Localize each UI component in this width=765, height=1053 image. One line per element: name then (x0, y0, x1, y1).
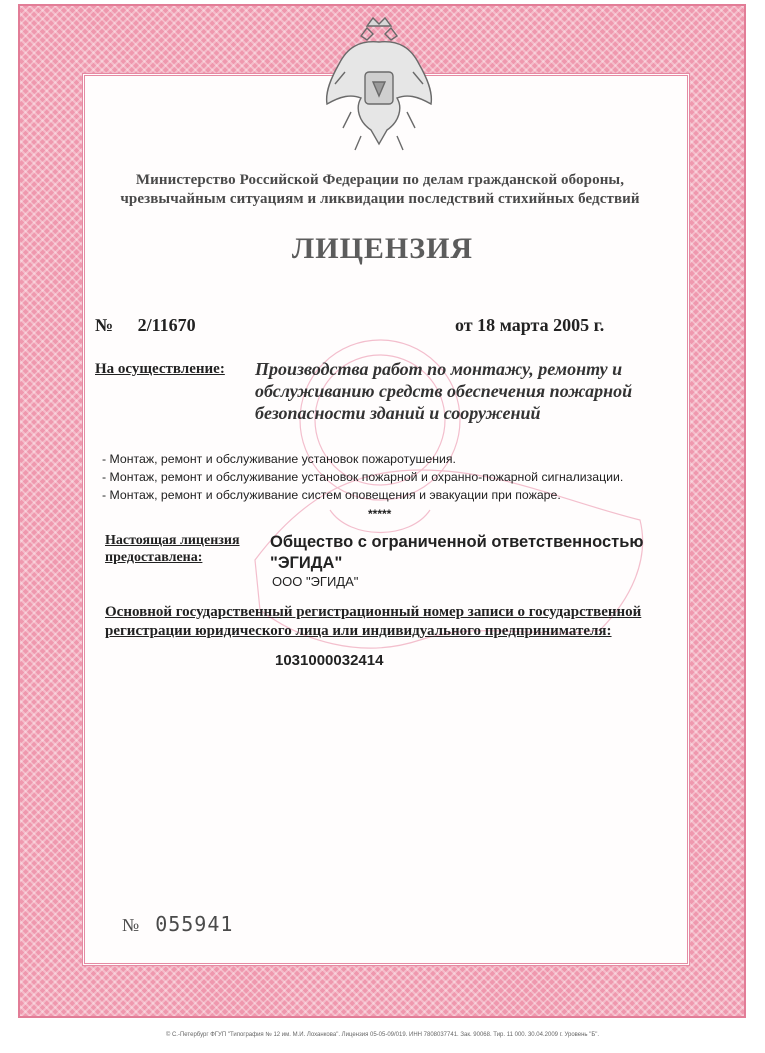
license-date: от 18 марта 2005 г. (455, 315, 605, 335)
form-serial-number (122, 912, 233, 936)
registration-number: 1031000032414 (275, 652, 384, 669)
section-separator: ***** (368, 507, 392, 521)
activity-list (102, 450, 623, 504)
printer-imprint: © С.-Петербург ФГУП "Типография № 12 им. М.И. Лоханкова". Лицензия 05-05-09/019. ИНН 7808037741. Зак. 90068. Тир. 11 000. 30.04.2009 г. Уровень "Б". (165, 1032, 600, 1038)
activity-label: На осуществление: (95, 361, 225, 377)
form-number-value: 055941 (155, 912, 234, 936)
activity-list-item: - Монтаж, ремонт и обслуживание установок пожаротушения. (102, 452, 456, 466)
activity-list-item: - Монтаж, ремонт и обслуживание систем оповещения и эвакуации при пожаре. (102, 488, 561, 502)
activity-list-item: - Монтаж, ремонт и обслуживание установок пожарной и охранно-пожарной сигнализации. (102, 470, 624, 484)
ministry-name-line-2: чрезвычайным ситуациям и ликвидации последствий стихийных бедствий (120, 191, 640, 207)
licensee-short-name: ООО "ЭГИДА" (272, 574, 359, 589)
registration-label: Основной государственный регистрационный номер записи о государственной регистрации юридического лица или индивидуального предпринимателя: (105, 604, 642, 639)
form-number-sign: № (122, 915, 140, 935)
license-number-value: 2/11670 (137, 315, 196, 335)
coat-of-arms-icon (315, 12, 443, 157)
activity-description: Производства работ по монтажу, ремонту и обслуживанию средств обеспечения пожарной безопасности зданий и сооружений (255, 359, 633, 423)
licensee-label: Настоящая лицензия предоставлена: (105, 533, 240, 565)
ministry-name-line-1: Министерство Российской Федерации по делам гражданской обороны, (135, 172, 625, 188)
license-number (95, 315, 196, 336)
licensee-full-name: Общество с ограниченной ответственностью "ЭГИДА" (270, 533, 644, 572)
document-title: ЛИЦЕНЗИЯ (291, 232, 474, 265)
number-sign: № (95, 315, 114, 335)
